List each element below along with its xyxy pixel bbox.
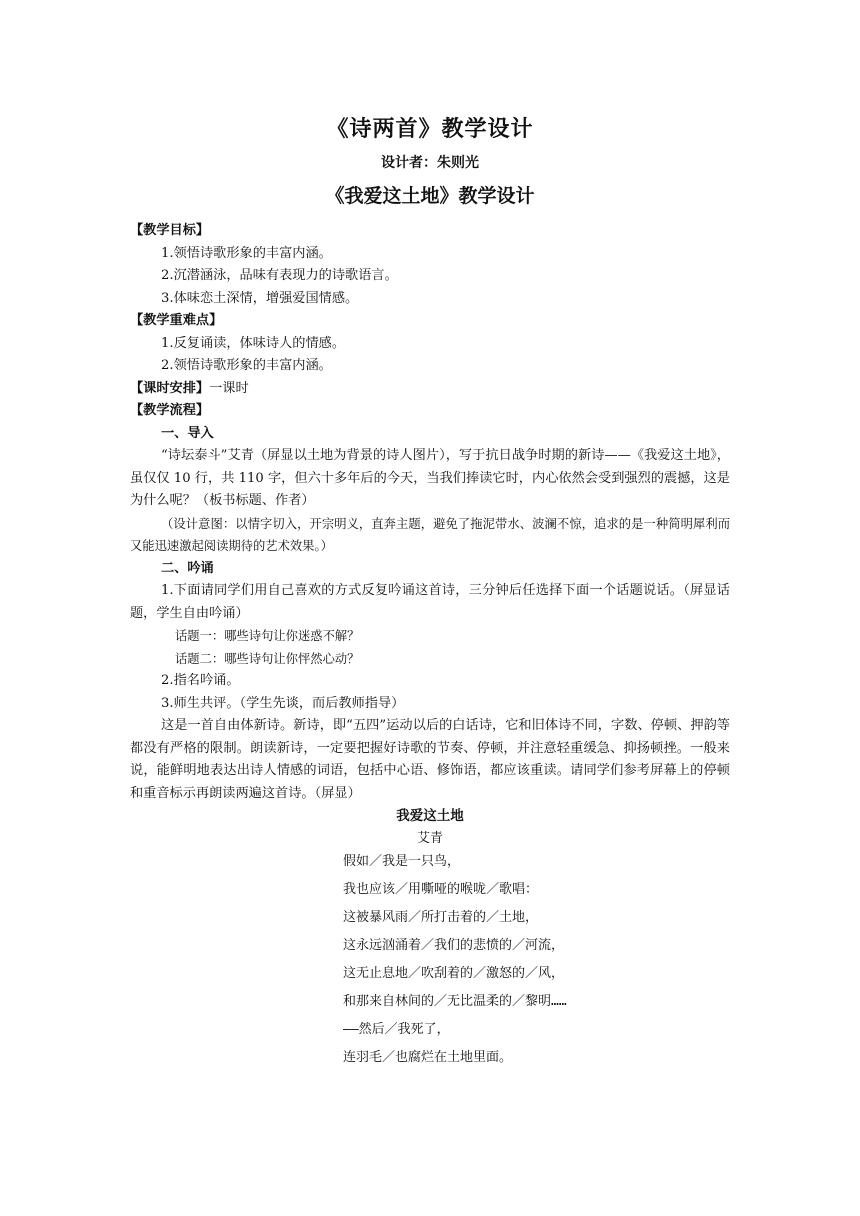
keypoints-heading: 【教学重难点】 xyxy=(130,313,223,328)
poem-line: 这永远汹涌着／我们的悲愤的／河流， xyxy=(343,938,565,953)
keypoint-item: 1.反复诵读，体味诗人的情感。 xyxy=(161,335,346,351)
section-heading-intro: 一、导入 xyxy=(161,425,214,441)
keypoint-item: 2.领悟诗歌形象的丰富内涵。 xyxy=(161,358,332,373)
design-intent-note: （设计意图：以情字切入，开宗明义，直奔主题，避免了拖泥带水、波澜不惊，追求的是一种简明犀利而又能迅速激起阅读期待的艺术效果。） xyxy=(130,516,730,553)
lesson-title: 《我爱这土地》教学设计 xyxy=(325,185,535,207)
schedule-value: 一课时 xyxy=(209,380,249,396)
topic-one: 话题一：哪些诗句让你迷惑不解？ xyxy=(175,629,360,643)
poem-line: 连羽毛／也腐烂在土地里面。 xyxy=(343,1050,513,1065)
goals-heading: 【教学目标】 xyxy=(130,223,210,238)
intro-paragraph: “诗坛泰斗”艾青（屏显以土地为背景的诗人图片），写于抗日战争时期的新诗——《我爱这土地》，虽仅仅 10 行，共 110 字，但六十多年后的今天，当我们捧读它时，内心依然会受到强烈的震撼，这是为什么呢？（板书标题、作者） xyxy=(130,448,730,508)
poem-author: 艾青 xyxy=(416,831,443,846)
recite-item-3: 3.师生共评。（学生先谈，而后教师指导） xyxy=(161,695,405,711)
poem-line: ——然后／我死了， xyxy=(343,1022,450,1037)
schedule-heading: 【课时安排】 xyxy=(130,380,210,396)
poem-line: 假如／我是一只鸟， xyxy=(343,854,461,869)
recite-item-2: 2.指名吟诵。 xyxy=(161,673,240,688)
topic-two: 话题二：哪些诗句让你怦然心动？ xyxy=(175,651,360,666)
process-heading: 【教学流程】 xyxy=(130,403,210,418)
designer-line: 设计者：朱则光 xyxy=(381,155,479,171)
goal-item: 3.体味恋土深情，增强爱国情感。 xyxy=(161,290,359,306)
schedule-line xyxy=(130,378,730,401)
poem-line: 这被暴风雨／所打击着的／土地， xyxy=(343,910,539,925)
lesson-body xyxy=(130,220,730,805)
poem-title: 我爱这土地 xyxy=(396,808,464,824)
goal-item: 1.领悟诗歌形象的丰富内涵。 xyxy=(161,245,332,261)
recite-item-1: 1.下面请同学们用自己喜欢的方式反复吟诵这首诗，三分钟后任选择下面一个话题说话。（屏显话题，学生自由吟诵） xyxy=(130,583,730,621)
document-title: 《诗两首》教学设计 xyxy=(326,117,534,142)
poem-lines xyxy=(343,850,567,1074)
free-verse-paragraph: 这是一首自由体新诗。新诗，即“五四”运动以后的白话诗，它和旧体诗不同，字数、停顿、押韵等都没有严格的限制。朗读新诗，一定要把握好诗歌的节奏、停顿，并注意轻重缓急、抑扬顿挫。一般来说，能鲜明地表达出诗人情感的词语，包括中心语、修饰语，都应该重读。请同学们参考屏幕上的停顿和重音标示再朗读两遍这首诗。（屏显） xyxy=(130,718,730,801)
poem-line: 和那来自林间的／无比温柔的／黎明…… xyxy=(343,994,567,1009)
poem-line: 我也应该／用嘶哑的喉咙／歌唱： xyxy=(343,882,539,897)
poem-line: 这无止息地／吹刮着的／激怒的／风， xyxy=(343,966,565,981)
goal-item: 2.沉潜涵泳，品味有表现力的诗歌语言。 xyxy=(161,268,398,283)
section-heading-recite: 二、吟诵 xyxy=(161,560,214,576)
